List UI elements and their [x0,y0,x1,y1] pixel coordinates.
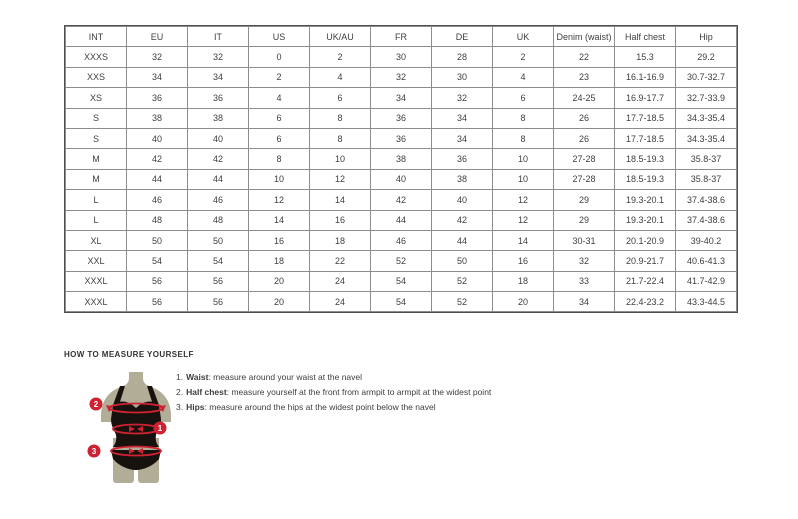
table-cell: 34 [432,128,493,148]
neck-shape [123,372,149,386]
table-cell: 24 [310,271,371,291]
table-cell: 34 [127,67,188,87]
table-cell: 40 [188,128,249,148]
table-cell: XXS [66,67,127,87]
table-cell: 32 [371,67,432,87]
table-cell: 18.5-19.3 [615,169,676,189]
table-cell: 2 [249,67,310,87]
table-cell: L [66,190,127,210]
table-row [66,47,737,67]
table-cell: 37.4-38.6 [676,190,737,210]
table-cell: 43.3-44.5 [676,292,737,312]
table-row [66,190,737,210]
table-cell: 38 [188,108,249,128]
instruction-waist [176,370,491,385]
table-cell: M [66,169,127,189]
table-cell: 56 [188,292,249,312]
table-cell: 37.4-38.6 [676,210,737,230]
size-chart-table [65,26,737,312]
measure-instructions [176,370,491,415]
table-cell: 30-31 [554,230,615,250]
table-cell: 34 [432,108,493,128]
table-cell: 4 [493,67,554,87]
table-row [66,88,737,108]
table-cell: 6 [249,108,310,128]
badge-number: 1 [157,424,163,433]
table-cell: 14 [493,230,554,250]
table-cell: 42 [188,149,249,169]
table-cell: 20.9-21.7 [615,251,676,271]
table-row [66,210,737,230]
header-cell: INT [66,27,127,47]
header-row [66,27,737,47]
table-cell: 54 [127,251,188,271]
header-cell: US [249,27,310,47]
table-cell: 32 [554,251,615,271]
table-row [66,169,737,189]
table-cell: 16 [249,230,310,250]
table-cell: 16 [493,251,554,271]
table-cell: 32 [188,47,249,67]
table-cell: 40 [127,128,188,148]
table-cell: 36 [127,88,188,108]
table-cell: 39-40.2 [676,230,737,250]
table-cell: M [66,149,127,169]
table-cell: 8 [249,149,310,169]
table-row [66,251,737,271]
table-cell: 42 [432,210,493,230]
table-cell: 19.3-20.1 [615,190,676,210]
table-cell: 30 [432,67,493,87]
badge-hips [88,445,101,458]
instruction-half-chest [176,385,491,400]
table-cell: 38 [127,108,188,128]
table-cell: 26 [554,128,615,148]
table-cell: 34 [188,67,249,87]
badge-number: 3 [91,447,97,456]
table-cell: 18 [249,251,310,271]
instruction-text: : measure yourself at the front from armpit to armpit at the widest point [226,387,492,397]
table-cell: 36 [371,108,432,128]
table-cell: 40.6-41.3 [676,251,737,271]
table-row [66,271,737,291]
table-cell: 56 [188,271,249,291]
table-cell: S [66,128,127,148]
table-cell: 30 [371,47,432,67]
instruction-text: : measure around the hips at the widest point below the navel [204,402,436,412]
table-cell: 52 [432,292,493,312]
table-cell: 18 [493,271,554,291]
header-cell: UK/AU [310,27,371,47]
table-cell: 52 [371,251,432,271]
table-cell: 27-28 [554,149,615,169]
table-cell: 20 [249,271,310,291]
table-cell: 56 [127,292,188,312]
table-cell: 22.4-23.2 [615,292,676,312]
table-row [66,149,737,169]
table-cell: 40 [432,190,493,210]
table-cell: 8 [310,128,371,148]
table-cell: 34.3-35.4 [676,108,737,128]
table-cell: 6 [493,88,554,108]
table-cell: 0 [249,47,310,67]
table-cell: 29 [554,210,615,230]
table-cell: XL [66,230,127,250]
table-cell: 35.8-37 [676,149,737,169]
header-cell: Hip [676,27,737,47]
header-cell: FR [371,27,432,47]
table-cell: 38 [371,149,432,169]
header-cell: EU [127,27,188,47]
table-cell: 23 [554,67,615,87]
table-cell: 29 [554,190,615,210]
instruction-label: Hips [186,402,205,412]
table-cell: 10 [310,149,371,169]
table-cell: 17.7-18.5 [615,128,676,148]
table-cell: 56 [127,271,188,291]
table-cell: 20 [493,292,554,312]
table-cell: 22 [310,251,371,271]
table-cell: 18 [310,230,371,250]
table-cell: 42 [127,149,188,169]
table-cell: 36 [188,88,249,108]
size-chart-container [64,25,738,313]
mannequin-illustration [84,372,188,484]
instruction-hips [176,400,491,415]
header-cell: IT [188,27,249,47]
table-cell: 46 [127,190,188,210]
table-row [66,292,737,312]
instruction-number: 1. [176,372,184,382]
table-cell: 38 [432,169,493,189]
table-cell: 50 [432,251,493,271]
table-cell: 12 [493,210,554,230]
table-cell: 48 [188,210,249,230]
table-cell: 4 [310,67,371,87]
table-cell: 46 [188,190,249,210]
table-cell: 28 [432,47,493,67]
table-cell: 32 [127,47,188,67]
table-cell: 20 [249,292,310,312]
table-cell: 12 [493,190,554,210]
header-cell: DE [432,27,493,47]
table-cell: 44 [127,169,188,189]
table-cell: 50 [127,230,188,250]
table-cell: 36 [371,128,432,148]
table-cell: 10 [493,169,554,189]
instruction-label: Waist [186,372,209,382]
table-cell: 8 [493,108,554,128]
table-cell: 14 [249,210,310,230]
table-cell: 54 [188,251,249,271]
badge-waist [154,422,167,435]
table-cell: 19.3-20.1 [615,210,676,230]
table-cell: XXL [66,251,127,271]
table-cell: 2 [493,47,554,67]
header-cell: Half chest [615,27,676,47]
table-cell: 12 [249,190,310,210]
table-cell: 18.5-19.3 [615,149,676,169]
table-cell: 15.3 [615,47,676,67]
table-cell: S [66,108,127,128]
badge-number: 2 [93,400,99,409]
table-cell: 44 [432,230,493,250]
table-cell: 21.7-22.4 [615,271,676,291]
table-cell: 33 [554,271,615,291]
table-cell: 10 [249,169,310,189]
table-row [66,128,737,148]
header-cell: UK [493,27,554,47]
table-cell: 17.7-18.5 [615,108,676,128]
table-cell: 41.7-42.9 [676,271,737,291]
table-cell: 54 [371,292,432,312]
table-row [66,230,737,250]
table-cell: 44 [188,169,249,189]
table-cell: 10 [493,149,554,169]
table-cell: 24-25 [554,88,615,108]
table-cell: 35.8-37 [676,169,737,189]
table-cell: 8 [310,108,371,128]
table-cell: 46 [371,230,432,250]
table-cell: 30.7-32.7 [676,67,737,87]
table-cell: XXXL [66,271,127,291]
table-cell: 4 [249,88,310,108]
table-cell: 34 [371,88,432,108]
table-cell: 16 [310,210,371,230]
table-cell: 6 [249,128,310,148]
measure-section-heading: HOW TO MEASURE YOURSELF [64,350,194,359]
table-row [66,67,737,87]
measurement-figure [84,372,188,484]
table-cell: 14 [310,190,371,210]
table-cell: 32.7-33.9 [676,88,737,108]
table-cell: 12 [310,169,371,189]
table-cell: 16.1-16.9 [615,67,676,87]
header-cell: Denim (waist) [554,27,615,47]
table-cell: L [66,210,127,230]
table-cell: XS [66,88,127,108]
table-cell: XXXS [66,47,127,67]
table-cell: 26 [554,108,615,128]
badge-half-chest [90,398,103,411]
table-cell: 54 [371,271,432,291]
table-cell: 48 [127,210,188,230]
table-cell: 36 [432,149,493,169]
table-cell: XXXL [66,292,127,312]
table-cell: 40 [371,169,432,189]
table-cell: 27-28 [554,169,615,189]
table-cell: 44 [371,210,432,230]
instruction-number: 2. [176,387,184,397]
table-cell: 22 [554,47,615,67]
table-row [66,108,737,128]
table-cell: 2 [310,47,371,67]
table-cell: 52 [432,271,493,291]
table-cell: 34.3-35.4 [676,128,737,148]
table-cell: 42 [371,190,432,210]
instruction-number: 3. [176,402,184,412]
table-cell: 8 [493,128,554,148]
table-cell: 16.9-17.7 [615,88,676,108]
table-cell: 29.2 [676,47,737,67]
instruction-label: Half chest [186,387,227,397]
table-cell: 24 [310,292,371,312]
table-cell: 32 [432,88,493,108]
table-cell: 50 [188,230,249,250]
table-cell: 20.1-20.9 [615,230,676,250]
table-cell: 34 [554,292,615,312]
table-cell: 6 [310,88,371,108]
instruction-text: : measure around your waist at the navel [208,372,363,382]
